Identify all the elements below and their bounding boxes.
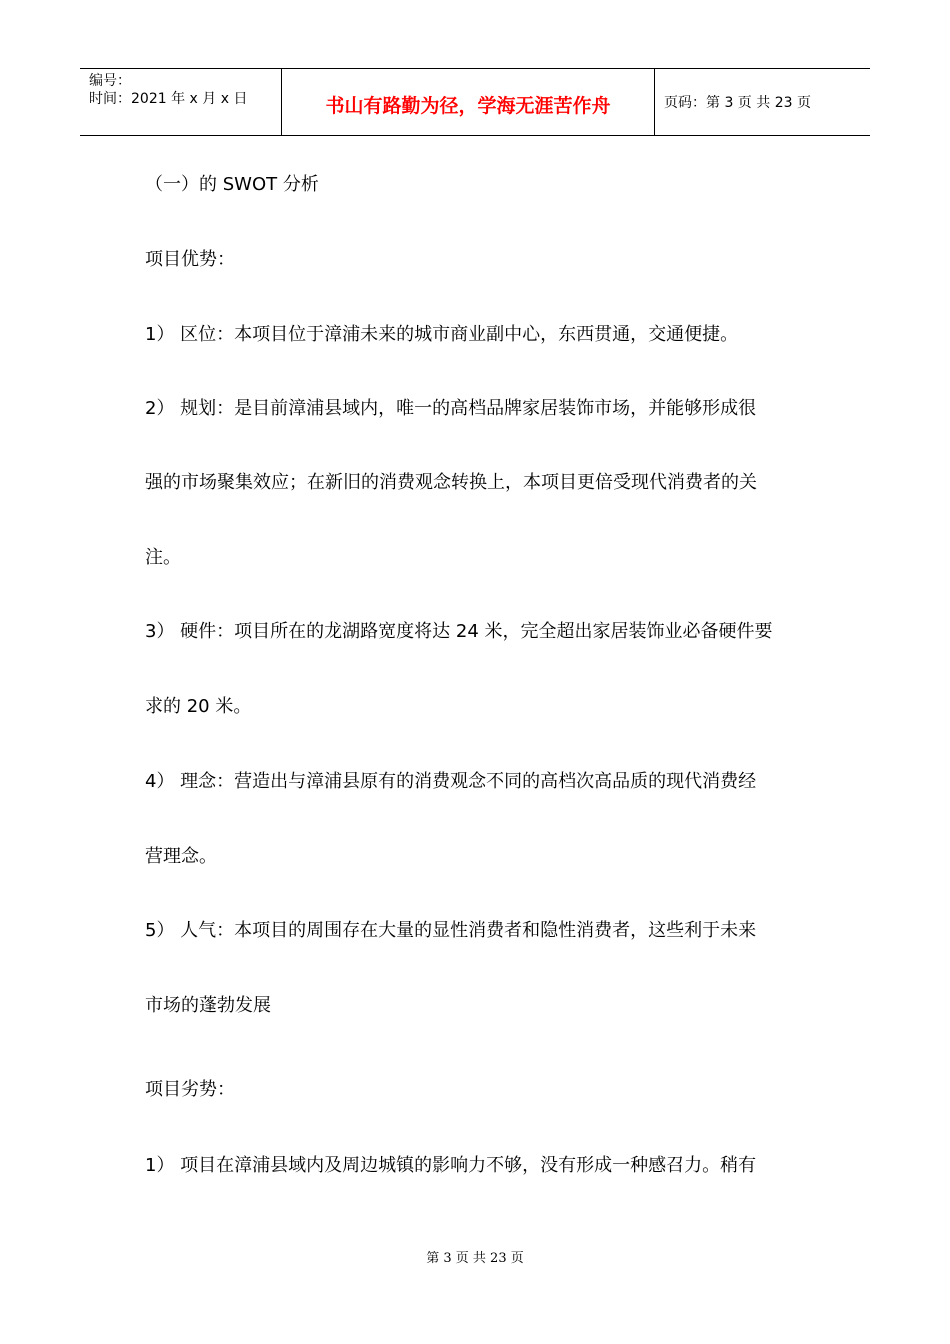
- section-title: （一）的 SWOT 分析: [145, 174, 319, 195]
- header-left-cell: [80, 69, 281, 135]
- body-line: 5） 人气：本项目的周围存在大量的显性消费者和隐性消费者，这些利于未来: [145, 920, 757, 941]
- header-motto-cell: [281, 69, 655, 135]
- body-line: 求的 20 米。: [145, 696, 252, 717]
- page-code: 页码：第 3 页 共 23 页: [664, 95, 811, 111]
- motto-text: 书山有路勤为径，学海无涯苦作舟: [325, 95, 611, 117]
- body-line: 市场的蓬勃发展: [145, 995, 271, 1016]
- body-line: 4） 理念：营造出与漳浦县原有的消费观念不同的高档次高品质的现代消费经: [145, 771, 757, 792]
- body-line: 1） 区位：本项目位于漳浦未来的城市商业副中心，东西贯通，交通便捷。: [145, 324, 739, 345]
- body-line: 营理念。: [145, 846, 217, 867]
- weaknesses-heading: 项目劣势：: [145, 1079, 235, 1100]
- document-header: [80, 68, 870, 136]
- body-line: 2） 规划：是目前漳浦县域内，唯一的高档品牌家居装饰市场，并能够形成很: [145, 398, 757, 419]
- body-line: 注。: [145, 547, 181, 568]
- strengths-heading: 项目优势：: [145, 249, 235, 270]
- header-right-cell: [655, 69, 870, 135]
- body-line: 强的市场聚集效应；在新旧的消费观念转换上，本项目更倍受现代消费者的关: [145, 472, 757, 493]
- time-label: 时间：2021 年 x 月 x 日: [89, 91, 248, 107]
- page-footer: 第 3 页 共 23 页: [426, 1251, 524, 1266]
- body-line: 1） 项目在漳浦县域内及周边城镇的影响力不够，没有形成一种感召力。稍有: [145, 1155, 757, 1176]
- serial-number-label: 编号：: [89, 73, 131, 89]
- body-line: 3） 硬件：项目所在的龙湖路宽度将达 24 米，完全超出家居装饰业必备硬件要: [145, 621, 773, 642]
